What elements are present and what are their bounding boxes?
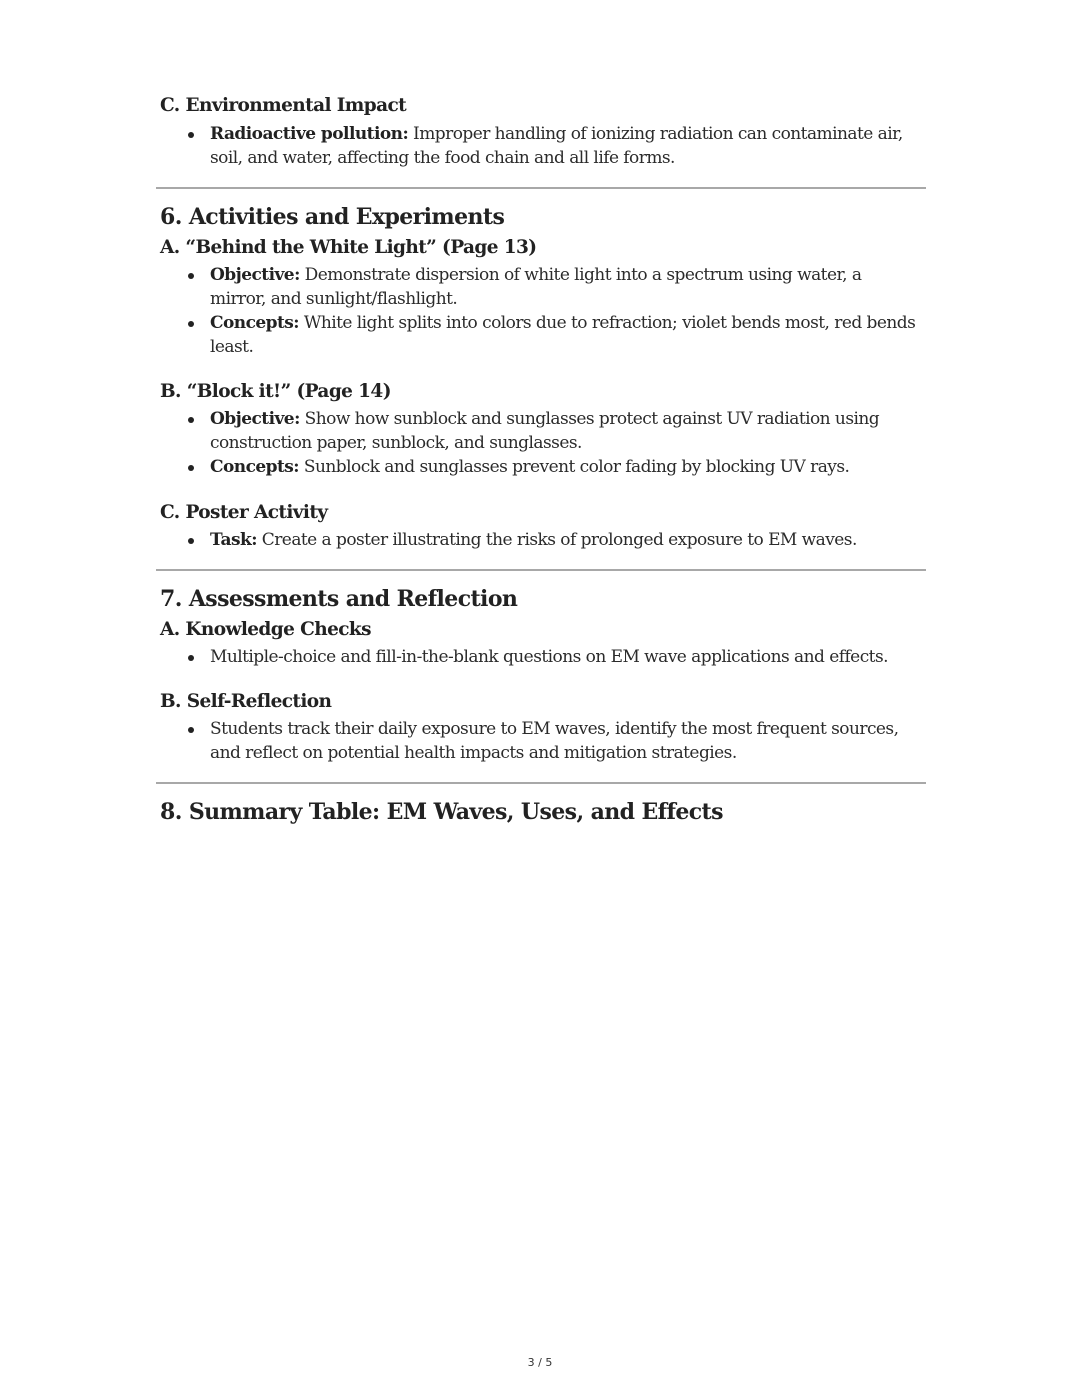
- section-divider: [156, 187, 926, 189]
- bullet-icon: [188, 655, 194, 661]
- bullet-icon: [188, 132, 194, 138]
- item-label: Objective:: [210, 409, 300, 429]
- list-item: [210, 528, 922, 552]
- subheading-knowledge-checks: A. Knowledge Checks: [160, 619, 371, 640]
- subheading-poster-activity: C. Poster Activity: [160, 502, 328, 523]
- page-indicator: 3 / 5: [527, 1356, 553, 1369]
- item-label: Concepts:: [210, 313, 300, 333]
- list-item: [210, 407, 922, 455]
- knowledge-checks-list: [160, 645, 922, 669]
- item-text: Students track their daily exposure to EM waves, identify the most frequent sources, and reflect on potential health impacts and mitigation strategies.: [210, 719, 899, 763]
- item-text: Multiple-choice and fill-in-the-blank questions on EM wave applications and effects.: [210, 647, 888, 667]
- list-item: [210, 263, 922, 311]
- subheading-behind-the-white-light: A. “Behind the White Light” (Page 13): [160, 237, 537, 258]
- item-label: Objective:: [210, 265, 300, 285]
- item-text: Create a poster illustrating the risks of prolonged exposure to EM waves.: [256, 530, 857, 550]
- bullet-icon: [188, 321, 194, 327]
- item-text: Sunblock and sunglasses prevent color fading by blocking UV rays.: [299, 457, 850, 477]
- item-text: White light splits into colors due to refraction; violet bends most, red bends least.: [210, 313, 916, 357]
- item-label: Radioactive pollution:: [210, 124, 409, 144]
- item-label: Concepts:: [210, 457, 300, 477]
- item-label: Task:: [210, 530, 257, 550]
- bullet-icon: [188, 273, 194, 279]
- section-heading-activities: 6. Activities and Experiments: [160, 204, 505, 230]
- item-text: Show how sunblock and sunglasses protect against UV radiation using construction paper, sunblock, and sunglasses.: [210, 409, 880, 453]
- subheading-environmental-impact: C. Environmental Impact: [160, 95, 407, 116]
- list-item: [210, 645, 922, 669]
- list-item: [210, 122, 922, 170]
- section-divider: [156, 569, 926, 571]
- subheading-block-it: B. “Block it!” (Page 14): [160, 381, 391, 402]
- section-heading-summary-table: 8. Summary Table: EM Waves, Uses, and Effects: [160, 799, 723, 825]
- item-text: Demonstrate dispersion of white light into a spectrum using water, a mirror, and sunlight/flashlight.: [210, 265, 862, 309]
- section-heading-assessments: 7. Assessments and Reflection: [160, 586, 518, 612]
- section-divider: [156, 782, 926, 784]
- item-text: Improper handling of ionizing radiation can contaminate air, soil, and water, affecting the food chain and all life forms.: [210, 124, 903, 168]
- bullet-icon: [188, 727, 194, 733]
- white-light-list: [160, 263, 922, 359]
- list-item: [210, 455, 922, 479]
- block-it-list: [160, 407, 922, 479]
- poster-activity-list: [160, 528, 922, 552]
- bullet-icon: [188, 465, 194, 471]
- bullet-icon: [188, 417, 194, 423]
- bullet-icon: [188, 538, 194, 544]
- list-item: [210, 717, 922, 765]
- subheading-self-reflection: B. Self-Reflection: [160, 691, 332, 712]
- self-reflection-list: [160, 717, 922, 765]
- document-page: [160, 94, 922, 826]
- environmental-impact-list: [160, 122, 922, 170]
- list-item: [210, 311, 922, 359]
